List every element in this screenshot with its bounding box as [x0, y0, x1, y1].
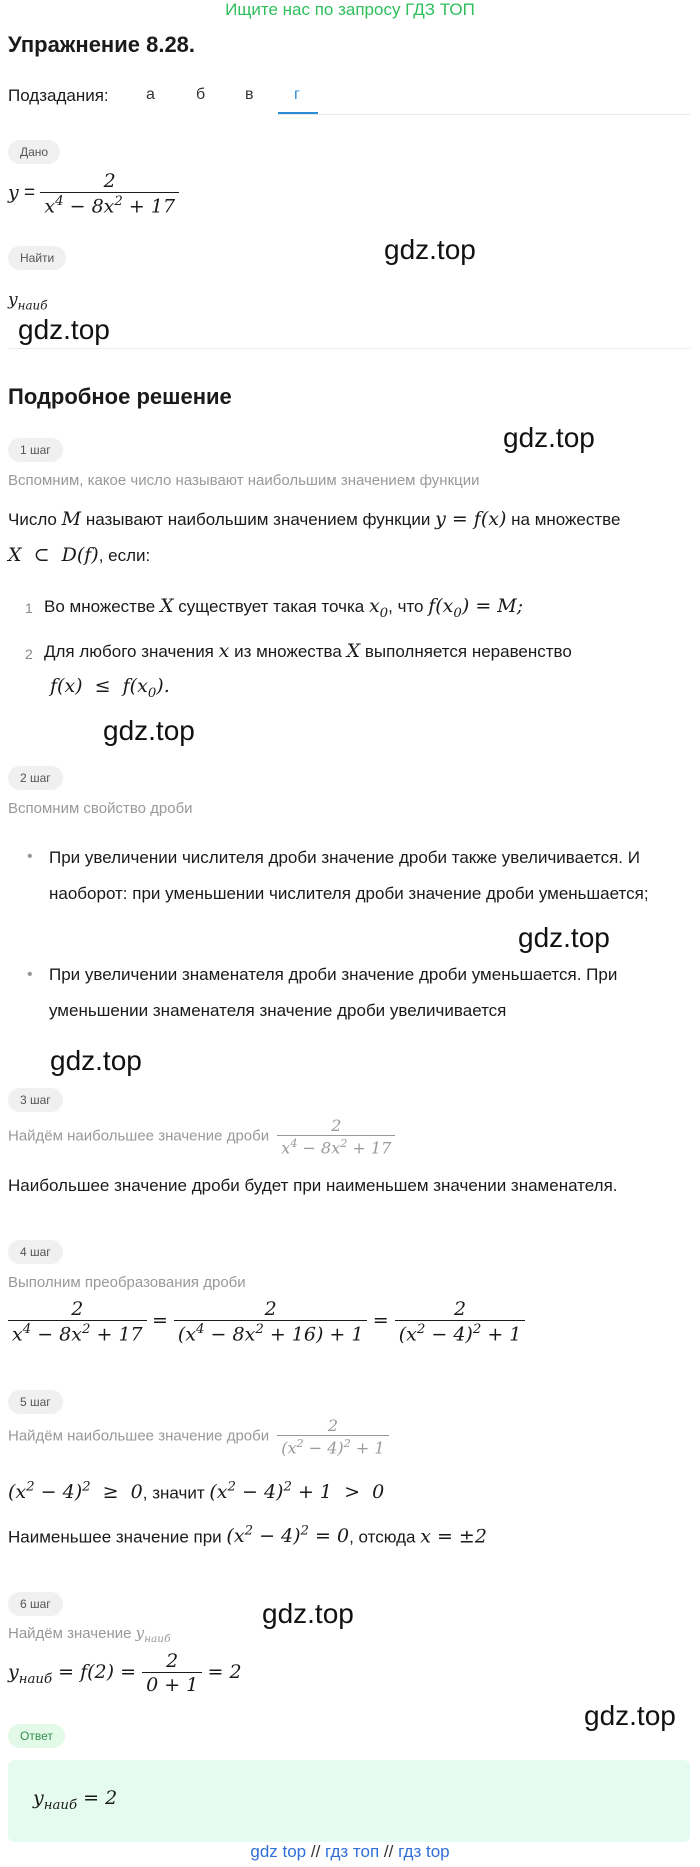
- footer-links: [0, 1842, 700, 1862]
- step6-badge-label: 6 шаг: [8, 1592, 63, 1616]
- bullet-marker: •: [27, 966, 33, 983]
- step5-hint: Найдём наибольшее значение дроби $\frac{2}{(x^2 - 4)^2 + 1}$: [8, 1416, 389, 1457]
- step3-hint: Найдём наибольшее значение дроби $\frac{2}{x^4 - 8x^2 + 17}$: [8, 1116, 395, 1157]
- find-badge: [8, 246, 66, 270]
- step6-formula: $y_{наиб} = f(2)$ = $\frac{2}{0 + 1}$ = 2: [8, 1650, 242, 1696]
- watermark: gdz.top: [50, 1045, 142, 1076]
- watermark: gdz.top: [384, 234, 476, 265]
- step4-formula: $\frac{2}{x^4 - 8x^2 + 17}$ = $\frac{2}{(x^4 - 8x^2 + 16) + 1}$ = $\frac{2}{(x^2 - 4)^2 + 1}$: [8, 1298, 525, 1345]
- given-formula: y = $\frac{2}{x^4 - 8x^2 + 17}$: [8, 170, 179, 217]
- watermark: gdz.top: [503, 422, 595, 453]
- step3-text: Наибольшее значение дроби будет при наименьшем значении знаменателя.: [8, 1176, 618, 1195]
- tab-b[interactable]: б: [196, 86, 206, 103]
- given-badge: [8, 140, 60, 164]
- step5-line1: $(x^2 - 4)^2 \ge 0$, значит $(x^2 - 4)^2 + 1 > 0$: [8, 1480, 385, 1504]
- footer-link-gdz-top-ru[interactable]: гдз топ: [325, 1842, 380, 1861]
- step5-badge-label: 5 шаг: [8, 1390, 63, 1414]
- step2-bullet2: При увеличении знаменателя дроби значение дроби уменьшается. При уменьшении знаменателя значение дроби увеличивается: [49, 965, 618, 1020]
- divider: [8, 348, 690, 349]
- step6-badge: [8, 1592, 63, 1616]
- step6-hint: Найдём значение $y_{наиб}$: [8, 1624, 171, 1645]
- step1-item2: Для любого значения x из множества X выполняется неравенство: [44, 640, 572, 662]
- find-badge-label: Найти: [8, 246, 66, 270]
- watermark: gdz.top: [584, 1700, 676, 1731]
- footer-separator: //: [383, 1842, 394, 1861]
- list-marker: 2: [25, 646, 33, 662]
- tab-g[interactable]: г: [294, 86, 300, 103]
- answer-value: $y_{наиб} = 2$: [33, 1787, 118, 1813]
- step3-badge: [8, 1088, 63, 1112]
- step2-badge: [8, 766, 63, 790]
- answer-badge-label: Ответ: [8, 1724, 65, 1748]
- step1-hint: Вспомним, какое число называют наибольшим значением функции: [8, 472, 480, 489]
- step1-badge-label: 1 шаг: [8, 438, 63, 462]
- list-marker: 1: [25, 600, 33, 616]
- watermark: gdz.top: [262, 1598, 354, 1629]
- tabs-divider: [278, 114, 690, 115]
- step1-text: Число M называют наибольшим значением функции y = f(x) на множестве X ⊂ D(f), если:: [8, 508, 621, 567]
- active-tab-indicator: [278, 112, 318, 114]
- step2-bullet1: При увеличении числителя дроби значение дроби также увеличивается. И наоборот: при уменьшении числителя дроби значение дроби уменьшается;: [49, 848, 649, 903]
- step2-badge-label: 2 шаг: [8, 766, 63, 790]
- answer-badge: [8, 1724, 65, 1748]
- watermark: gdz.top: [18, 314, 110, 345]
- find-value: $y_{наиб}$: [8, 290, 48, 313]
- given-badge-label: Дано: [8, 140, 60, 164]
- step4-badge: [8, 1240, 63, 1264]
- footer-link-gdz-top-mixed[interactable]: гдз top: [398, 1842, 450, 1861]
- footer-separator: //: [310, 1842, 321, 1861]
- step1-inequality: $f(x) \le f(x_0)$.: [50, 675, 170, 701]
- step5-badge: [8, 1390, 63, 1414]
- tab-a[interactable]: а: [146, 86, 155, 103]
- step2-hint: Вспомним свойство дроби: [8, 800, 193, 817]
- watermark: gdz.top: [518, 922, 610, 953]
- top-banner[interactable]: Ищите нас по запросу ГДЗ ТОП: [225, 0, 475, 19]
- subtasks-label: Подзадания:: [8, 86, 109, 105]
- step4-badge-label: 4 шаг: [8, 1240, 63, 1264]
- step1-item1: Во множестве X существует такая точка $x_0$, что $f(x_0) = M$;: [44, 595, 524, 621]
- step5-line2: Наименьшее значение при $(x^2 - 4)^2 = 0$, отсюда x = ±2: [8, 1524, 487, 1548]
- step3-badge-label: 3 шаг: [8, 1088, 63, 1112]
- bullet-marker: •: [27, 848, 33, 865]
- watermark: gdz.top: [103, 715, 195, 746]
- tab-v[interactable]: в: [245, 86, 254, 103]
- footer-link-gdz-top[interactable]: gdz top: [250, 1842, 307, 1861]
- page-title: Упражнение 8.28.: [8, 32, 196, 57]
- step4-hint: Выполним преобразования дроби: [8, 1274, 246, 1291]
- step1-badge: [8, 438, 63, 462]
- section-title: Подробное решение: [8, 384, 232, 409]
